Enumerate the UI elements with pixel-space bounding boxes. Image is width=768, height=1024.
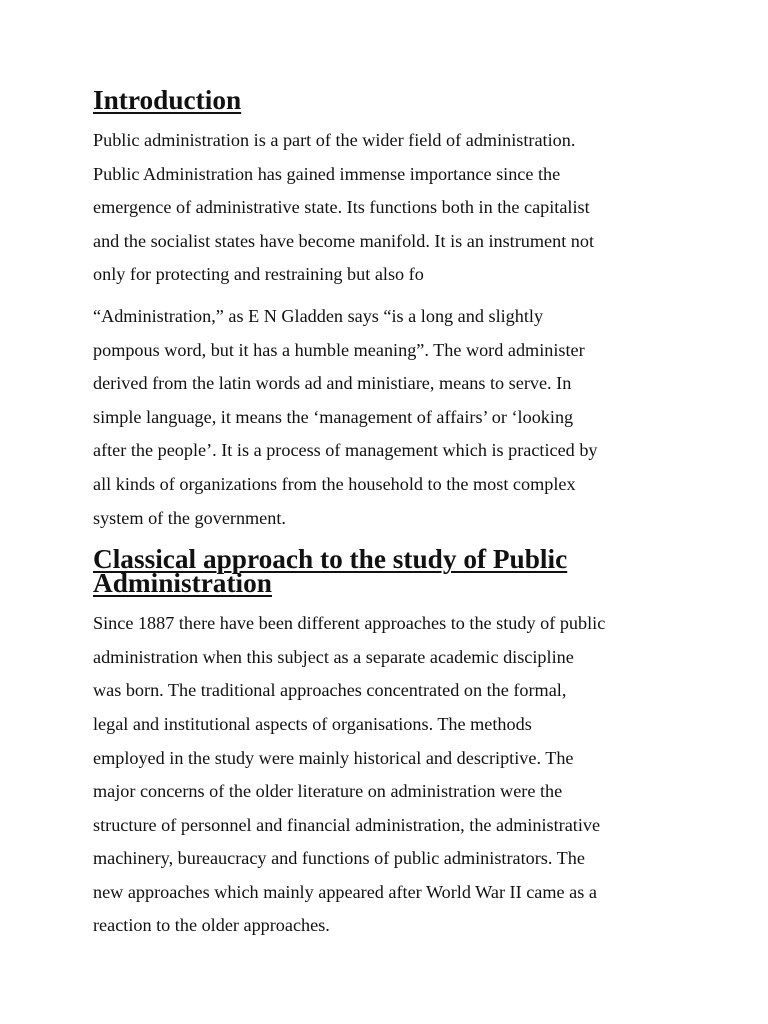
text-line: system of the government. [93,507,286,528]
text-line: derived from the latin words ad and ministiare, means to serve. In [93,373,572,394]
text-line: employed in the study were mainly historical and descriptive. The [93,747,574,768]
classical-approach-heading: Classical approach to the study of Public Administration [93,544,568,599]
text-line: major concerns of the older literature on administration were the [93,781,563,802]
text-line: machinery, bureaucracy and functions of public administrators. The [93,848,585,869]
text-line: all kinds of organizations from the household to the most complex [93,473,576,494]
text-line: administration when this subject as a separate academic discipline [93,646,574,667]
text-line: reaction to the older approaches. [93,915,330,936]
text-line: only for protecting and restraining but also fo [93,264,424,285]
introduction-heading: Introduction [93,85,242,115]
text-line: structure of personnel and financial administration, the administrative [93,814,601,835]
paragraph-approaches-history [93,607,688,943]
text-line: emergence of administrative state. Its functions both in the capitalist [93,197,590,218]
text-line: legal and institutional aspects of organisations. The methods [93,713,532,734]
text-line: Public Administration has gained immense importance since the [93,163,561,184]
text-line: Since 1887 there have been different approaches to the study of public [93,613,606,634]
text-line: “Administration,” as E N Gladden says “is a long and slightly [93,305,544,326]
text-line: and the socialist states have become manifold. It is an instrument not [93,230,595,251]
text-line: Public administration is a part of the wider field of administration. [93,130,576,150]
text-line: pompous word, but it has a humble meaning”. The word administer [93,339,585,360]
text-line: was born. The traditional approaches concentrated on the formal, [93,680,567,701]
text-line: after the people’. It is a process of management which is practiced by [93,440,598,461]
text-line: new approaches which mainly appeared after World War II came as a [93,881,597,902]
paragraph-gladden-quote [93,300,688,535]
paragraph-public-administration [93,124,688,292]
text-line: simple language, it means the ‘management of affairs’ or ‘looking [93,406,574,427]
